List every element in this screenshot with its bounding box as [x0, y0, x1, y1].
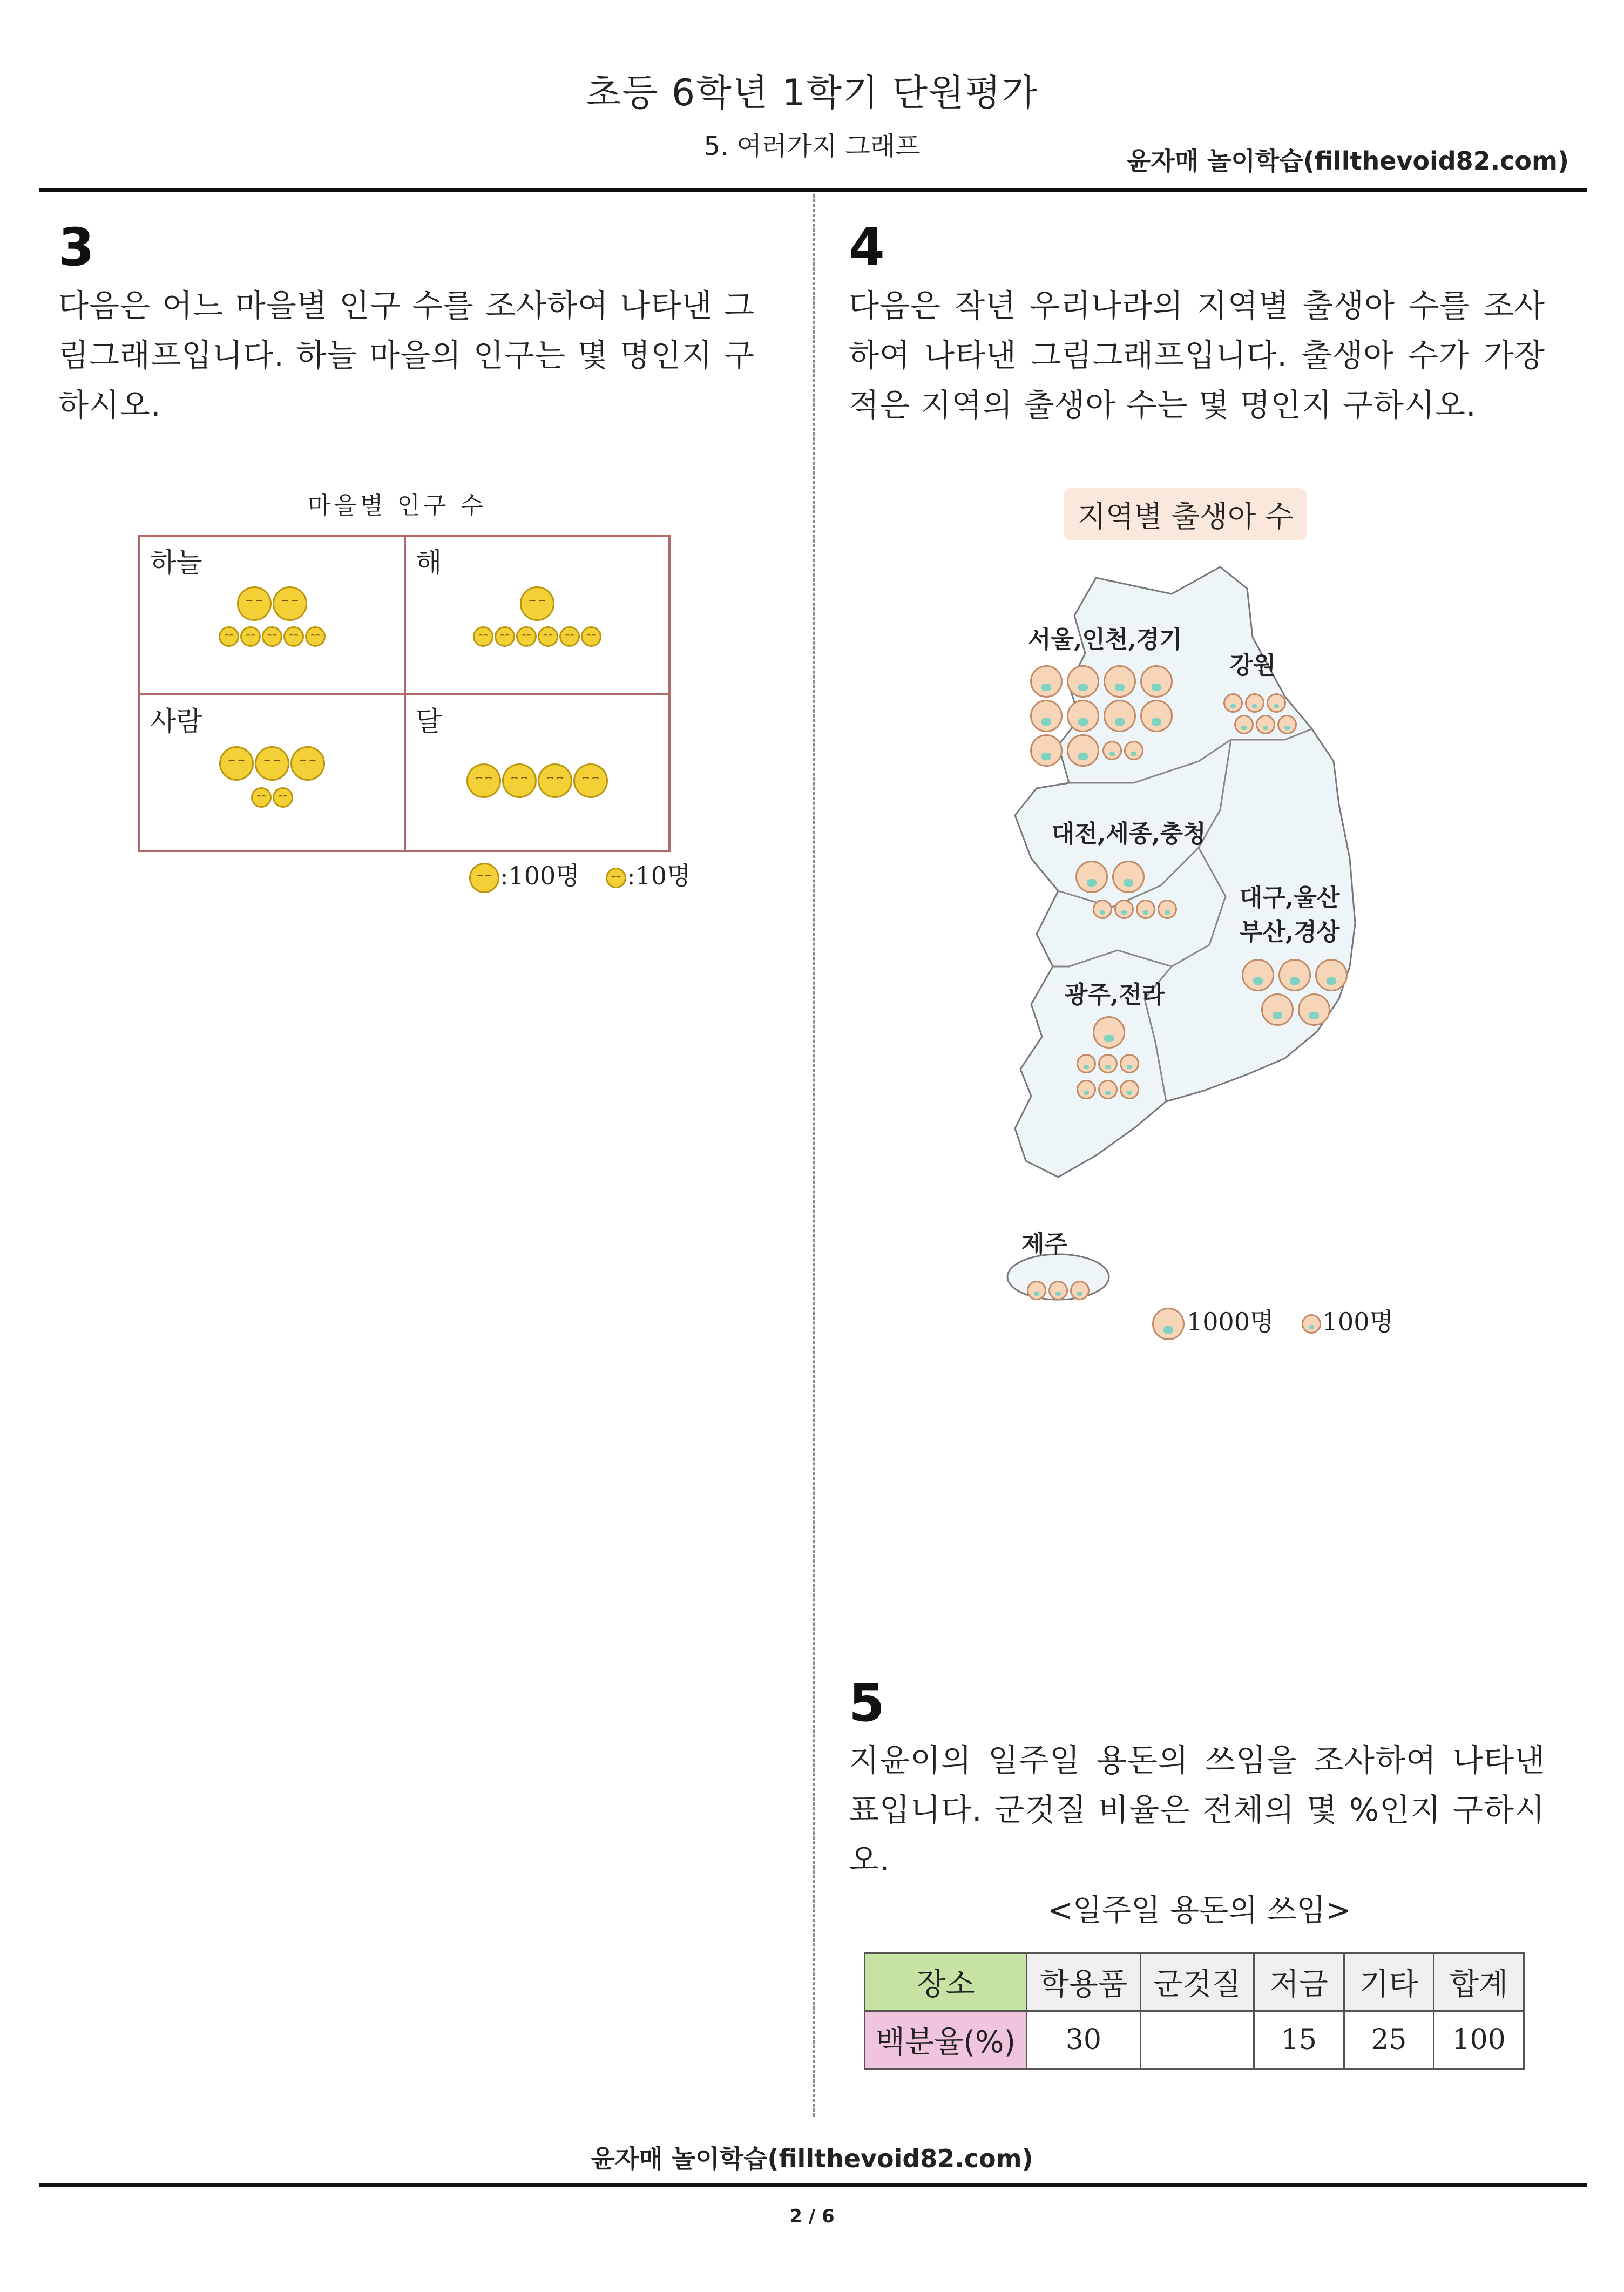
smiley-100-icon [290, 746, 325, 781]
usage-table [864, 1952, 1525, 2070]
region-label: 서울,인천,경기 [1028, 626, 1182, 653]
question-3-text: 다음은 어느 마을별 인구 수를 조사하여 나타낸 그림그래프입니다. 하늘 마을의 인구는 몇 명인지 구하시오. [58, 287, 755, 423]
region-daejeon-chungcheong [1052, 814, 1206, 920]
region-icons [1240, 958, 1350, 992]
baby-1000-icon [1242, 959, 1274, 991]
smiley-100-icon [273, 586, 307, 621]
table-cell: 30 [1027, 2011, 1140, 2069]
baby-1000-icon [1278, 959, 1311, 991]
table-cell: 25 [1344, 2011, 1434, 2069]
table-cell: 15 [1254, 2011, 1344, 2069]
smiley-10-icon [219, 626, 239, 647]
baby-100-icon [1120, 1054, 1139, 1073]
baby-100-icon [1124, 741, 1143, 760]
footer-rule [39, 2183, 1587, 2187]
table-cell-blank [1140, 2011, 1254, 2069]
region-icons [1073, 860, 1206, 894]
region-label: 강원 [1230, 652, 1276, 679]
region-label-line2: 부산,경상 [1240, 918, 1340, 946]
smiley-10-icon [473, 626, 493, 647]
question-3-number: 3 [58, 217, 94, 278]
baby-100-icon [1234, 715, 1254, 734]
smiley-10-icon [495, 626, 515, 647]
smiley-10-icon [538, 626, 558, 647]
smiley-10-icon [283, 626, 304, 647]
baby-100-icon [1114, 900, 1134, 919]
q4-legend [1150, 1306, 1393, 1341]
baby-100-icon [1070, 1281, 1090, 1300]
region-icons [1075, 1053, 1165, 1074]
header-rule [39, 188, 1587, 192]
row-header-place: 장소 [865, 1953, 1027, 2011]
q3-big-icons [140, 746, 404, 781]
region-icons [1028, 664, 1182, 699]
baby-100-icon [1077, 1054, 1096, 1073]
baby-1000-icon [1067, 700, 1099, 732]
table-row [865, 2011, 1524, 2069]
region-icons [1222, 692, 1298, 714]
region-label: 대전,세종,충청 [1052, 820, 1206, 848]
q3-cell-label: 해 [416, 547, 442, 578]
smiley-100-icon [255, 746, 289, 781]
region-icons [1092, 898, 1206, 920]
smiley-100-icon [219, 746, 254, 781]
row-header-percent: 백분율(%) [865, 2011, 1027, 2069]
smiley-100-icon [237, 586, 272, 621]
page-subtitle: 5. 여러가지 그래프 [703, 131, 921, 161]
region-icons [1233, 714, 1298, 735]
baby-100-icon [1256, 715, 1275, 734]
q3-cell-sky [138, 535, 406, 695]
smiley-10-icon [262, 626, 282, 647]
question-4-number: 4 [849, 217, 885, 278]
smiley-100-icon [469, 863, 499, 893]
q3-cell-sun [404, 535, 671, 695]
header-brand: 윤자매 놀이학습(fillthevoid82.com) [1126, 146, 1569, 175]
region-icons [1028, 733, 1182, 768]
baby-100-icon [1277, 715, 1297, 734]
region-label: 광주,전라 [1065, 981, 1165, 1009]
question-5-number: 5 [849, 1673, 885, 1733]
q5-table-title: <일주일 용돈의 쓰임> [1047, 1893, 1351, 1928]
baby-1000-icon [1298, 993, 1330, 1026]
smiley-10-icon [273, 787, 293, 808]
q3-small-icons [140, 626, 404, 647]
q3-picture-graph [138, 535, 671, 852]
column-header: 군것질 [1140, 1953, 1254, 2011]
baby-100-icon [1098, 1054, 1118, 1073]
q3-cell-moon [404, 693, 671, 852]
baby-1000-icon [1030, 700, 1063, 732]
baby-100-icon [1077, 1080, 1096, 1099]
region-icons [1091, 1015, 1165, 1050]
baby-100-icon [1158, 900, 1177, 919]
baby-1000-icon [1140, 665, 1173, 698]
smiley-10-icon [516, 626, 537, 647]
q3-cell-label: 달 [416, 706, 442, 737]
smiley-100-icon [520, 586, 554, 621]
region-label-line1: 대구,울산 [1240, 884, 1340, 911]
baby-100-icon [1093, 900, 1112, 919]
baby-100-icon [1120, 1080, 1139, 1099]
region-daegu-gyeongsang [1240, 878, 1350, 1027]
baby-1000-icon [1140, 700, 1173, 732]
baby-1000-icon [1067, 665, 1099, 698]
column-header: 합계 [1434, 1953, 1524, 2011]
smiley-10-icon [606, 868, 626, 888]
baby-100-icon [1048, 1281, 1068, 1300]
baby-100-icon [1136, 900, 1155, 919]
smiley-10-icon [559, 626, 580, 647]
smiley-100-icon [502, 763, 537, 798]
region-jeju [1021, 1225, 1091, 1301]
smiley-10-icon [240, 626, 261, 647]
smiley-100-icon [466, 763, 501, 798]
smiley-100-icon [573, 763, 608, 798]
q3-big-icons [406, 586, 668, 621]
table-cell: 100 [1434, 2011, 1524, 2069]
baby-100-icon [1098, 1080, 1118, 1099]
baby-1000-icon [1104, 665, 1136, 698]
region-seoul-gyeonggi [1028, 620, 1182, 768]
baby-1000-icon [1112, 861, 1145, 893]
page-title: 초등 6학년 1학기 단원평가 [585, 72, 1039, 114]
smiley-10-icon [305, 626, 326, 647]
baby-100-icon [1102, 741, 1122, 760]
column-header: 저금 [1254, 1953, 1344, 2011]
table-row [865, 1953, 1524, 2011]
q4-legend-big: 1000명 [1187, 1307, 1274, 1336]
baby-1000-icon [1093, 1016, 1125, 1049]
baby-100-icon [1267, 693, 1286, 713]
baby-1000-icon [1075, 861, 1108, 893]
region-icons [1259, 992, 1350, 1027]
q3-chart-title: 마을별 인구 수 [308, 492, 486, 519]
smiley-10-icon [251, 787, 272, 808]
baby-100-icon [1245, 693, 1264, 713]
baby-1000-icon [1030, 734, 1063, 767]
baby-1000-icon [1315, 959, 1348, 991]
q3-legend-small: :10명 [626, 861, 691, 890]
smiley-100-icon [538, 763, 572, 798]
question-5-text: 지윤이의 일주일 용돈의 쓰임을 조사하여 나타낸 표입니다. 군것질 비율은 전체의 몇 %인지 구하시오. [849, 1742, 1545, 1878]
baby-100-icon [1302, 1314, 1321, 1334]
question-4-text: 다음은 작년 우리나라의 지역별 출생아 수를 조사하여 나타낸 그림그래프입니다. 출생아 수가 가장 적은 지역의 출생아 수는 몇 명인지 구하시오. [849, 287, 1545, 423]
column-divider [813, 194, 815, 2117]
region-icons [1028, 699, 1182, 733]
baby-1000-icon [1104, 700, 1136, 732]
baby-1000-icon [1067, 734, 1099, 767]
region-icons [1075, 1079, 1165, 1100]
q3-big-icons [406, 763, 668, 798]
smiley-10-icon [581, 626, 601, 647]
q4-legend-small: 100명 [1322, 1307, 1394, 1336]
region-gwangju-jeolla [1065, 975, 1165, 1100]
q3-small-icons [140, 787, 404, 808]
q3-cell-label: 사람 [150, 706, 202, 737]
baby-100-icon [1027, 1281, 1046, 1300]
region-icons [1026, 1280, 1091, 1301]
q3-big-icons [140, 586, 404, 621]
column-header: 학용품 [1027, 1953, 1140, 2011]
baby-100-icon [1223, 693, 1243, 713]
baby-1000-icon [1030, 665, 1063, 698]
region-gangwon [1222, 646, 1298, 735]
baby-1000-icon [1261, 993, 1294, 1026]
footer-brand: 윤자매 놀이학습(fillthevoid82.com) [591, 2144, 1033, 2173]
baby-1000-icon [1152, 1308, 1185, 1340]
region-label: 제주 [1021, 1230, 1068, 1258]
q3-cell-label: 하늘 [150, 547, 202, 578]
map-title: 지역별 출생아 수 [1064, 488, 1307, 540]
q3-legend-big: :100명 [500, 861, 580, 890]
q3-small-icons [406, 626, 668, 647]
q3-legend [469, 860, 691, 893]
q3-cell-people [138, 693, 406, 852]
page-number: 2 / 6 [789, 2206, 835, 2227]
column-header: 기타 [1344, 1953, 1434, 2011]
